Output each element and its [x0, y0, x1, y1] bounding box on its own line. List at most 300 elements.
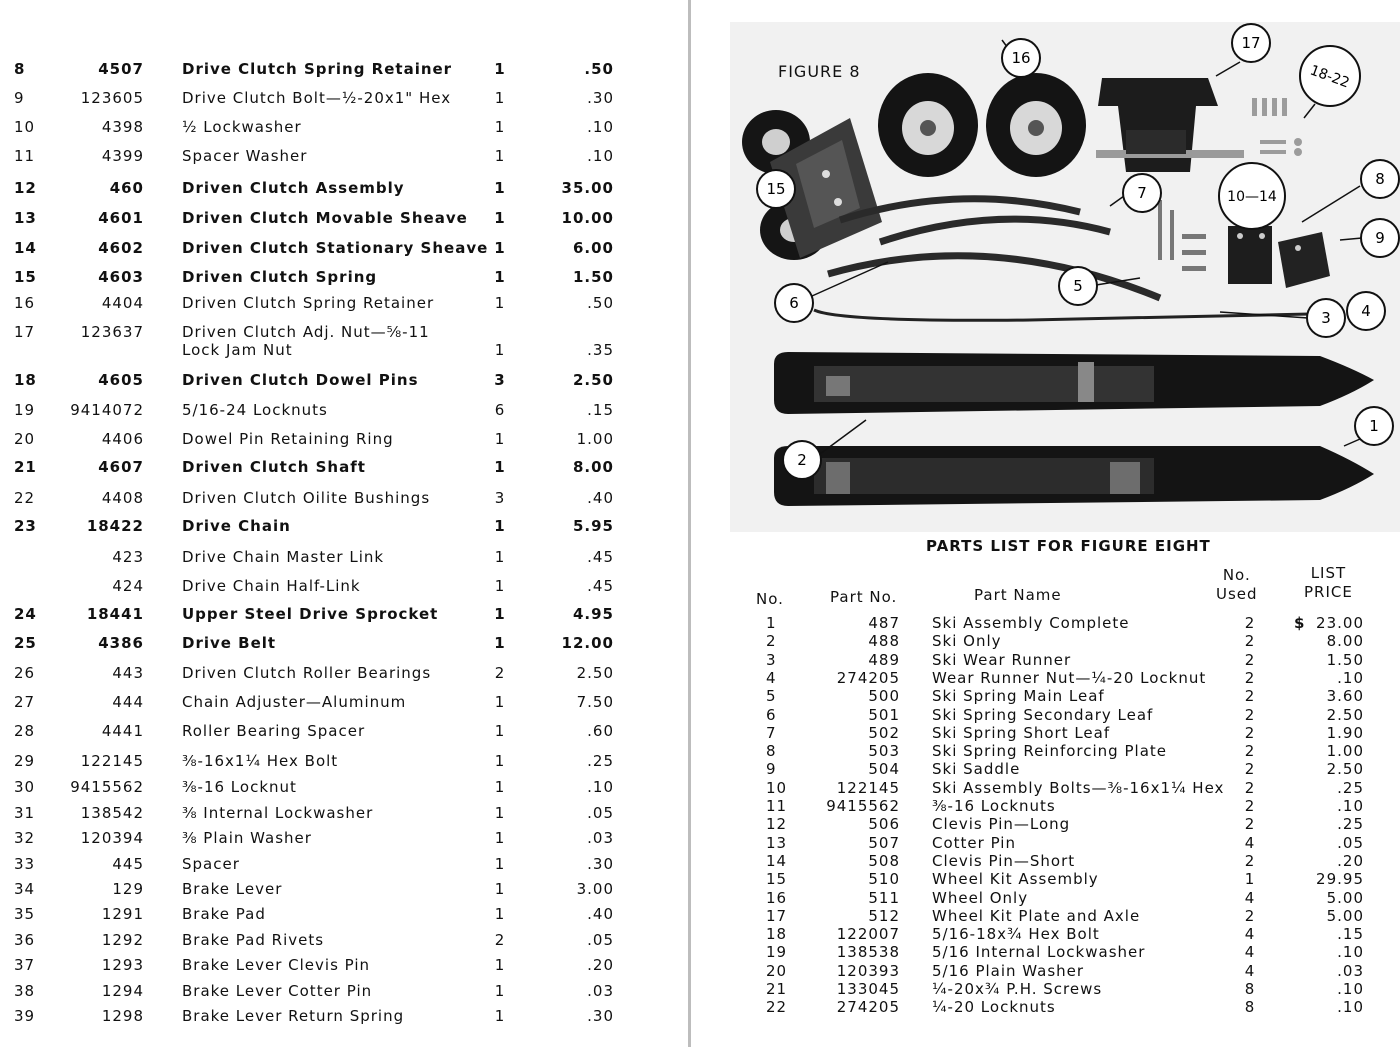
quantity-used: 8	[1244, 998, 1256, 1017]
quantity-used: 1	[494, 905, 506, 923]
quantity-used: 1	[494, 458, 506, 476]
part-name: ½ Lockwasher	[182, 118, 302, 136]
row-number: 9	[766, 760, 777, 779]
row-number: 2	[766, 632, 777, 651]
list-price: 35.00	[561, 179, 614, 197]
quantity-used: 1	[494, 89, 506, 107]
figure-title: FIGURE 8	[778, 62, 861, 81]
quantity-used: 4	[1244, 888, 1256, 907]
list-price: 2.50	[576, 664, 614, 682]
callout-16	[1002, 39, 1040, 77]
list-price: 6.00	[572, 239, 614, 257]
row-number: 15	[766, 870, 788, 889]
list-price: .25	[1337, 778, 1364, 797]
part-number: 444	[112, 693, 144, 711]
part-name: Driven Clutch Oilite Bushings	[182, 489, 431, 507]
list-price: .05	[587, 931, 614, 949]
part-name: Ski Spring Secondary Leaf	[932, 705, 1154, 724]
quantity-used: 4	[1244, 943, 1256, 962]
part-number: 487	[868, 614, 900, 632]
part-name-continued: Lock Jam Nut	[182, 341, 293, 359]
quantity-used: 1	[494, 60, 506, 78]
quantity-used: 2	[1244, 851, 1256, 870]
part-name: 5/16-24 Locknuts	[182, 401, 328, 419]
part-number: 445	[112, 855, 144, 873]
list-price: .30	[587, 1007, 614, 1025]
row-number: 19	[14, 401, 36, 419]
part-number: 506	[868, 815, 900, 834]
row-number: 32	[14, 829, 36, 847]
row-number: 5	[766, 687, 777, 706]
row-number: 38	[14, 982, 36, 1000]
part-number: 1298	[101, 1007, 144, 1025]
quantity-used: 1	[494, 147, 506, 165]
currency-symbol: $	[1294, 614, 1306, 632]
svg-text:1: 1	[1369, 417, 1379, 435]
part-name: Brake Lever Cotter Pin	[182, 982, 373, 1000]
quantity-used: 2	[1244, 760, 1256, 779]
part-number: 138538	[836, 943, 900, 962]
part-name: Spacer Washer	[182, 147, 308, 165]
quantity-used: 1	[494, 778, 506, 796]
row-number: 17	[766, 906, 788, 925]
quantity-used: 4	[1244, 961, 1256, 980]
quantity-used: 2	[1244, 906, 1256, 925]
list-price: .10	[1337, 998, 1364, 1017]
part-number: 460	[109, 179, 144, 197]
quantity-used: 1	[494, 341, 506, 359]
callout-7	[1123, 174, 1161, 212]
list-price: 5.95	[572, 517, 614, 535]
part-number: 9415562	[70, 778, 144, 796]
part-name: Roller Bearing Spacer	[182, 722, 366, 740]
header-used	[1216, 566, 1258, 604]
list-price: .45	[587, 577, 614, 595]
part-name: 5/16 Internal Lockwasher	[932, 943, 1146, 962]
part-number: 1293	[101, 956, 144, 974]
quantity-used: 1	[494, 956, 506, 974]
part-number: 4406	[101, 430, 144, 448]
row-number: 4	[766, 668, 777, 687]
callout-18-22	[1300, 46, 1360, 106]
part-name: Dowel Pin Retaining Ring	[182, 430, 394, 448]
part-number: 1292	[101, 931, 144, 949]
svg-text:4: 4	[1361, 302, 1371, 320]
row-number: 9	[14, 89, 25, 107]
part-number: 4398	[101, 118, 144, 136]
part-name: Driven Clutch Movable Sheave	[182, 209, 468, 227]
quantity-used: 1	[494, 430, 506, 448]
part-number: 443	[112, 664, 144, 682]
part-name: ¼-20 Locknuts	[932, 998, 1056, 1017]
part-name: Drive Chain Master Link	[182, 548, 385, 566]
part-name: Driven Clutch Stationary Sheave	[182, 239, 489, 257]
svg-text:15: 15	[766, 180, 786, 198]
part-number: 4404	[101, 294, 144, 312]
left-page	[0, 0, 690, 1047]
part-number: 129	[112, 880, 144, 898]
row-number: 14	[766, 851, 788, 870]
quantity-used: 2	[1244, 742, 1256, 761]
list-price: 2.50	[1326, 760, 1364, 779]
part-number: 500	[868, 687, 900, 706]
svg-text:9: 9	[1375, 229, 1385, 247]
svg-text:6: 6	[789, 294, 799, 312]
quantity-used: 1	[494, 294, 506, 312]
part-name: Ski Assembly Bolts—⅜-16x1¼ Hex	[932, 778, 1225, 797]
part-number: 4441	[101, 722, 144, 740]
part-number: 508	[868, 851, 900, 870]
part-number: 274205	[836, 998, 900, 1017]
part-name: 5/16 Plain Washer	[932, 961, 1085, 980]
row-number: 20	[766, 961, 788, 980]
row-number: 29	[14, 752, 36, 770]
row-number: 28	[14, 722, 36, 740]
svg-text:7: 7	[1137, 184, 1147, 202]
row-number: 30	[14, 778, 36, 796]
list-price: .05	[587, 804, 614, 822]
row-number: 21	[766, 980, 788, 998]
svg-text:5: 5	[1073, 277, 1083, 295]
header-list-price	[1304, 564, 1353, 602]
part-name: ¼-20x¾ P.H. Screws	[932, 980, 1103, 998]
part-number: 488	[868, 632, 900, 651]
quantity-used: 1	[494, 982, 506, 1000]
list-price: 23.00	[1316, 614, 1364, 632]
quantity-used: 1	[494, 268, 506, 286]
list-price: .35	[587, 341, 614, 359]
part-name: Spacer	[182, 855, 240, 873]
part-name: Wheel Kit Plate and Axle	[932, 906, 1141, 925]
quantity-used: 2	[1244, 632, 1256, 651]
part-name: ⅜ Plain Washer	[182, 829, 312, 847]
list-price: .15	[587, 401, 614, 419]
list-price: .50	[584, 60, 614, 78]
list-price: 5.00	[1326, 906, 1364, 925]
part-name: Cotter Pin	[932, 833, 1016, 852]
list-price: .10	[1337, 668, 1364, 687]
row-number: 8	[14, 60, 26, 78]
list-price: 5.00	[1326, 888, 1364, 907]
part-name: Driven Clutch Dowel Pins	[182, 371, 419, 389]
part-name: Drive Chain Half-Link	[182, 577, 361, 595]
list-price: 29.95	[1316, 870, 1364, 889]
part-name: Brake Lever Clevis Pin	[182, 956, 371, 974]
part-number: 122007	[836, 925, 900, 944]
list-price: 12.00	[561, 634, 614, 652]
right-page	[690, 0, 1400, 1047]
list-price: 1.00	[576, 430, 614, 448]
callout-3	[1307, 299, 1345, 337]
row-number: 33	[14, 855, 36, 873]
part-number: 4605	[98, 371, 144, 389]
part-name: Driven Clutch Spring Retainer	[182, 294, 435, 312]
part-number: 423	[112, 548, 144, 566]
part-number: 4386	[98, 634, 144, 652]
callout-5	[1059, 267, 1097, 305]
row-number: 35	[14, 905, 36, 923]
part-name: Brake Lever	[182, 880, 283, 898]
row-number: 34	[14, 880, 36, 898]
svg-text:16: 16	[1011, 49, 1031, 67]
part-number: 502	[868, 723, 900, 742]
quantity-used: 1	[494, 1007, 506, 1025]
row-number: 7	[766, 723, 777, 742]
figure-8-illustration	[730, 22, 1400, 532]
callout-2	[783, 441, 821, 479]
part-number: 18422	[86, 517, 144, 535]
svg-text:2: 2	[797, 451, 807, 469]
quantity-used: 1	[494, 179, 506, 197]
list-price: .03	[587, 829, 614, 847]
callout-10-14	[1219, 163, 1285, 229]
callout-15	[757, 170, 795, 208]
part-number: 4507	[98, 60, 144, 78]
part-name: Ski Spring Main Leaf	[932, 687, 1105, 706]
quantity-used: 8	[1244, 980, 1256, 998]
part-name: Drive Clutch Spring Retainer	[182, 60, 453, 78]
quantity-used: 2	[1244, 705, 1256, 724]
part-name: Drive Clutch Bolt—½-20x1" Hex	[182, 89, 452, 107]
row-number: 11	[766, 797, 788, 815]
list-price: .10	[1337, 980, 1364, 998]
part-name: Driven Clutch Adj. Nut—⅝-11	[182, 323, 430, 341]
part-name: Brake Pad Rivets	[182, 931, 325, 949]
list-price: .10	[1337, 797, 1364, 815]
row-number: 13	[14, 209, 37, 227]
quantity-used: 1	[494, 804, 506, 822]
quantity-used: 4	[1244, 925, 1256, 944]
list-price: .30	[587, 855, 614, 873]
part-name: Brake Pad	[182, 905, 266, 923]
part-number: 123637	[80, 323, 144, 341]
list-price: .10	[587, 147, 614, 165]
part-name: Ski Assembly Complete	[932, 614, 1130, 632]
part-number: 133045	[836, 980, 900, 998]
part-name: Ski Spring Short Leaf	[932, 723, 1111, 742]
part-name: 5/16-18x¾ Hex Bolt	[932, 925, 1100, 944]
quantity-used: 1	[494, 548, 506, 566]
part-number: 120394	[80, 829, 144, 847]
row-number: 20	[14, 430, 36, 448]
part-name: ⅜ Internal Lockwasher	[182, 804, 374, 822]
quantity-used: 2	[1244, 778, 1256, 797]
list-price: 3.60	[1326, 687, 1364, 706]
part-name: Driven Clutch Shaft	[182, 458, 366, 476]
list-price: .15	[1337, 925, 1364, 944]
row-number: 27	[14, 693, 36, 711]
list-price: .60	[587, 722, 614, 740]
part-number: 4399	[101, 147, 144, 165]
part-number: 274205	[836, 668, 900, 687]
svg-text:17: 17	[1241, 34, 1261, 52]
quantity-used: 1	[494, 517, 506, 535]
quantity-used: 2	[1244, 815, 1256, 834]
part-number: 4603	[98, 268, 144, 286]
header-part-no: Part No.	[830, 588, 898, 606]
part-number: 18441	[86, 605, 144, 623]
list-price: 1.50	[1326, 650, 1364, 669]
quantity-used: 1	[494, 577, 506, 595]
callout-8	[1361, 160, 1399, 198]
quantity-used: 1	[494, 118, 506, 136]
header-price-line1: LIST	[1310, 564, 1347, 582]
quantity-used: 1	[494, 239, 506, 257]
part-number: 123605	[80, 89, 144, 107]
quantity-used: 6	[494, 401, 506, 419]
row-number: 3	[766, 650, 777, 669]
part-number: 9415562	[826, 797, 900, 815]
list-price: .25	[587, 752, 614, 770]
row-number: 37	[14, 956, 36, 974]
list-price: .03	[587, 982, 614, 1000]
list-price: .05	[1337, 833, 1364, 852]
part-number: 9414072	[70, 401, 144, 419]
callout-17	[1232, 24, 1270, 62]
row-number: 6	[766, 705, 777, 724]
quantity-used: 1	[494, 605, 506, 623]
row-number: 10	[766, 778, 788, 797]
part-number: 501	[868, 705, 900, 724]
row-number: 8	[766, 742, 777, 761]
part-name: Ski Saddle	[932, 760, 1021, 779]
list-price: .10	[1337, 943, 1364, 962]
list-price: .20	[587, 956, 614, 974]
part-number: 122145	[80, 752, 144, 770]
list-price: .30	[587, 89, 614, 107]
row-number: 22	[14, 489, 36, 507]
part-name: Driven Clutch Spring	[182, 268, 378, 286]
row-number: 1	[766, 614, 777, 632]
row-number: 12	[14, 179, 37, 197]
list-price: .45	[587, 548, 614, 566]
row-number: 15	[14, 268, 37, 286]
part-name: Wheel Only	[932, 888, 1029, 907]
quantity-used: 2	[1244, 797, 1256, 815]
list-price: .40	[587, 905, 614, 923]
row-number: 19	[766, 943, 788, 962]
callout-9	[1361, 219, 1399, 257]
callout-1	[1355, 407, 1393, 445]
quantity-used: 1	[494, 829, 506, 847]
part-name: ⅜-16 Locknut	[182, 778, 297, 796]
list-price: .50	[587, 294, 614, 312]
row-number: 16	[14, 294, 36, 312]
part-name: Driven Clutch Roller Bearings	[182, 664, 432, 682]
row-number: 24	[14, 605, 37, 623]
part-number: 424	[112, 577, 144, 595]
part-number: 1294	[101, 982, 144, 1000]
part-name: Chain Adjuster—Aluminum	[182, 693, 407, 711]
svg-text:18-22: 18-22	[1307, 62, 1352, 92]
part-name: ⅜-16 Locknuts	[932, 797, 1056, 815]
list-price: 10.00	[561, 209, 614, 227]
callout-6	[775, 284, 813, 322]
quantity-used: 3	[494, 371, 506, 389]
quantity-used: 4	[1244, 833, 1256, 852]
svg-text:8: 8	[1375, 170, 1385, 188]
quantity-used: 2	[1244, 668, 1256, 687]
svg-text:10—14: 10—14	[1227, 189, 1277, 205]
part-number: 510	[868, 870, 900, 889]
row-number: 17	[14, 323, 36, 341]
part-number: 138542	[80, 804, 144, 822]
row-number: 10	[14, 118, 36, 136]
quantity-used: 1	[494, 634, 506, 652]
quantity-used: 2	[494, 664, 506, 682]
parts-list-title: PARTS LIST FOR FIGURE EIGHT	[926, 537, 1211, 555]
part-name: Clevis Pin—Long	[932, 815, 1071, 834]
part-name: Wheel Kit Assembly	[932, 870, 1099, 889]
quantity-used: 2	[1244, 614, 1256, 632]
list-price: .03	[1337, 961, 1364, 980]
list-price: 2.50	[1326, 705, 1364, 724]
header-part-name: Part Name	[974, 586, 1062, 604]
callout-4	[1347, 292, 1385, 330]
header-used-line1: No.	[1222, 566, 1251, 584]
part-name: Drive Chain	[182, 517, 291, 535]
list-price: .10	[587, 118, 614, 136]
row-number: 12	[766, 815, 788, 834]
list-price: .40	[587, 489, 614, 507]
quantity-used: 2	[1244, 723, 1256, 742]
part-number: 512	[868, 906, 900, 925]
part-name: Ski Wear Runner	[932, 650, 1072, 669]
list-price: 3.00	[576, 880, 614, 898]
row-number: 14	[14, 239, 37, 257]
part-number: 4602	[98, 239, 144, 257]
part-name: Drive Belt	[182, 634, 277, 652]
row-number: 36	[14, 931, 36, 949]
quantity-used: 1	[494, 693, 506, 711]
row-number: 13	[766, 833, 788, 852]
part-number: 504	[868, 760, 900, 779]
quantity-used: 1	[494, 855, 506, 873]
row-number: 31	[14, 804, 36, 822]
list-price: 1.90	[1326, 723, 1364, 742]
quantity-used: 1	[494, 880, 506, 898]
part-name: Wear Runner Nut—¼-20 Locknut	[932, 668, 1207, 687]
part-name: Ski Only	[932, 632, 1002, 651]
row-number: 22	[766, 998, 788, 1017]
part-number: 489	[868, 650, 900, 669]
list-price: .10	[587, 778, 614, 796]
row-number: 21	[14, 458, 37, 476]
list-price: 1.00	[1326, 742, 1364, 761]
row-number: 11	[14, 147, 36, 165]
quantity-used: 1	[494, 722, 506, 740]
part-name: Driven Clutch Assembly	[182, 179, 405, 197]
part-number: 511	[868, 888, 900, 907]
row-number: 18	[766, 925, 788, 944]
row-number: 18	[14, 371, 37, 389]
svg-text:3: 3	[1321, 309, 1331, 327]
list-price: .25	[1337, 815, 1364, 834]
quantity-used: 1	[494, 209, 506, 227]
part-number: 4607	[98, 458, 144, 476]
list-price: 4.95	[572, 605, 614, 623]
part-number: 120393	[836, 961, 900, 980]
header-price-line2: PRICE	[1304, 583, 1353, 601]
row-number: 39	[14, 1007, 36, 1025]
part-name: Clevis Pin—Short	[932, 851, 1076, 870]
quantity-used: 2	[494, 931, 506, 949]
list-price: .20	[1337, 851, 1364, 870]
part-name: ⅜-16x1¼ Hex Bolt	[182, 752, 339, 770]
part-name: Brake Lever Return Spring	[182, 1007, 405, 1025]
header-no: No.	[756, 590, 784, 608]
row-number: 16	[766, 888, 788, 907]
